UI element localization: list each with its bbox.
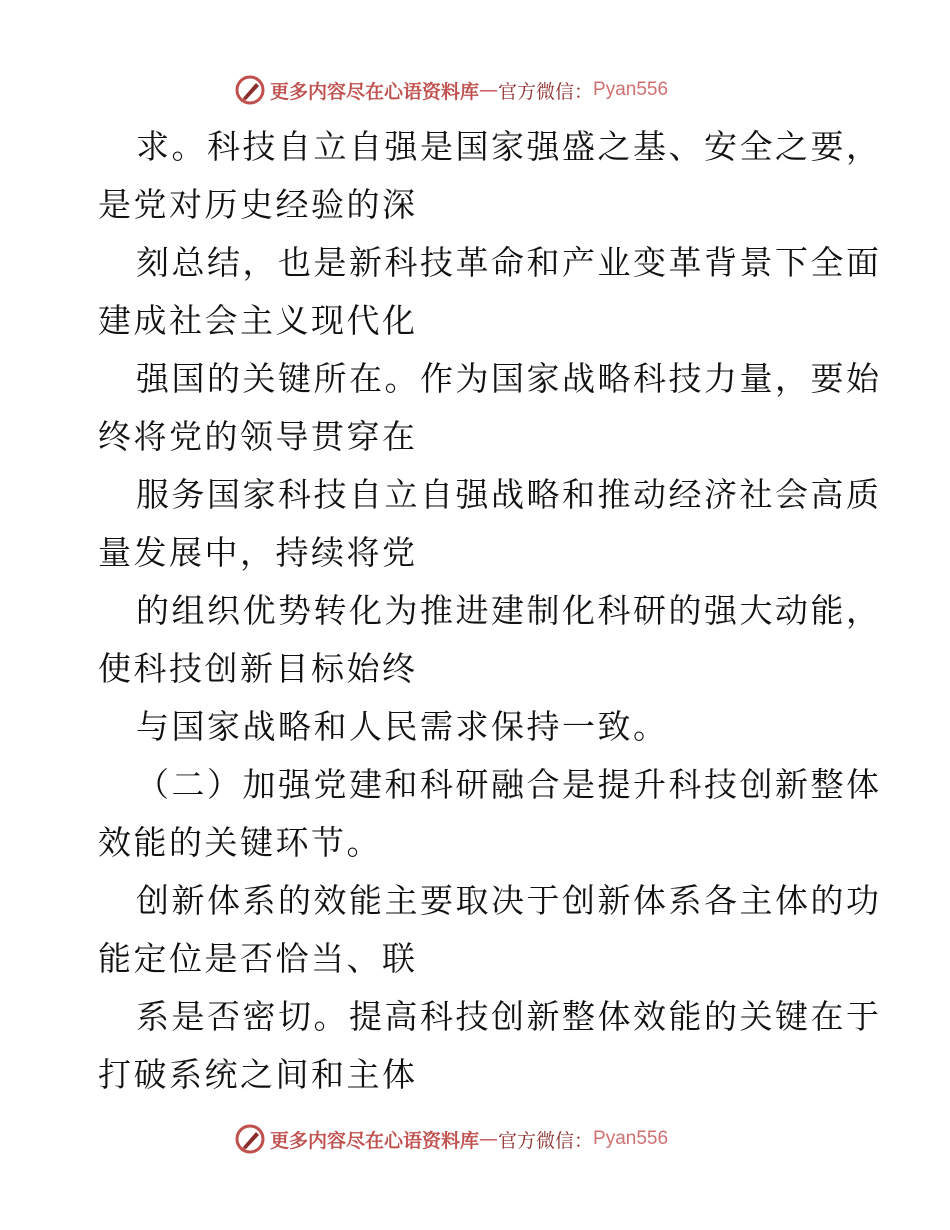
text-line: 系是否密切。提高科技创新整体效能的关键在于 <box>136 997 882 1036</box>
text-line: 刻总结，也是新科技革命和产业变革背景下全面 <box>136 243 882 282</box>
text-line: 的组织优势转化为推进建制化科研的强大动能， <box>136 591 882 630</box>
section-heading: （二）加强党建和科研融合是提升科技创新整体 <box>136 765 882 804</box>
banner-wechat-id: Pyan556 <box>593 1128 669 1149</box>
banner-wechat-id: Pyan556 <box>593 79 669 100</box>
header-banner <box>234 72 668 108</box>
text-line: 打破系统之间和主体 <box>98 1055 418 1094</box>
pen-logo-icon <box>234 74 266 106</box>
banner-title: 更多内容尽在心语资料库 <box>270 1129 480 1152</box>
banner-separator: — <box>479 1128 499 1150</box>
text-line: 是党对历史经验的深 <box>98 185 418 224</box>
footer-banner <box>234 1121 668 1157</box>
text-line: 使科技创新目标始终 <box>98 649 418 688</box>
text-line: 与国家战略和人民需求保持一致。 <box>136 707 669 746</box>
banner-separator: — <box>479 79 499 101</box>
banner-official-label: 官方微信： <box>498 1129 594 1152</box>
text-line: 求。科技自立自强是国家强盛之基、安全之要， <box>136 127 882 166</box>
banner-title: 更多内容尽在心语资料库 <box>270 80 480 103</box>
pen-logo-icon <box>234 1123 266 1155</box>
text-line: 终将党的领导贯穿在 <box>98 417 418 456</box>
text-line: 服务国家科技自立自强战略和推动经济社会高质 <box>136 475 882 514</box>
text-line: 量发展中，持续将党 <box>98 533 418 572</box>
document-body <box>98 118 882 1104</box>
paragraph <box>98 118 882 1104</box>
text-line: 创新体系的效能主要取决于创新体系各主体的功 <box>136 881 882 920</box>
text-line: 能定位是否恰当、联 <box>98 939 418 978</box>
banner-official-label: 官方微信： <box>498 80 594 103</box>
text-line: 强国的关键所在。作为国家战略科技力量，要始 <box>136 359 882 398</box>
section-heading-continuation: 效能的关键环节。 <box>98 823 382 862</box>
text-line: 建成社会主义现代化 <box>98 301 418 340</box>
